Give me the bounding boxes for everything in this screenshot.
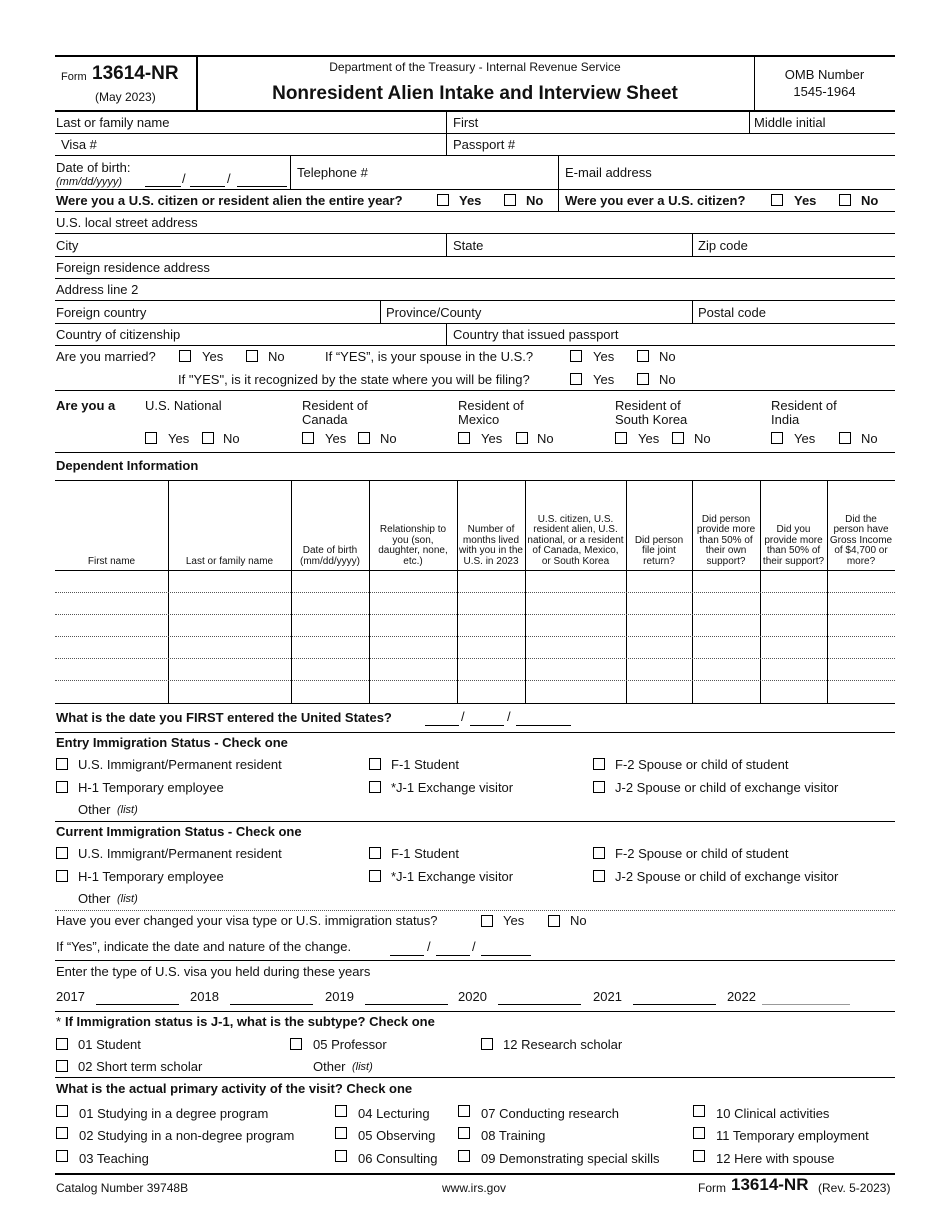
- entry-slash-1: /: [461, 709, 465, 724]
- dependent-cell-relationship[interactable]: [370, 681, 456, 702]
- activity-8-checkbox[interactable]: [458, 1127, 470, 1139]
- visa-year-0-label: 2017: [56, 989, 85, 1004]
- activity-5-label: 05 Observing: [358, 1128, 436, 1143]
- dependent-cell-gross-income[interactable]: [828, 659, 894, 679]
- dependent-col-header-2: Date of birth (mm/dd/yyyy): [300, 545, 360, 567]
- visa-year-2-label: 2019: [325, 989, 354, 1004]
- yes-label: Yes: [481, 431, 503, 446]
- last-name-label: Last or family name: [56, 115, 170, 130]
- entry-status-f2-spouse-child-label: F-2 Spouse or child of student: [615, 757, 789, 772]
- no-label: No: [861, 193, 879, 208]
- yes-label: Yes: [503, 913, 525, 928]
- current-status-f1-student-label: F-1 Student: [391, 846, 459, 861]
- j1-asterisk: *: [56, 1014, 62, 1029]
- dependent-cell-months[interactable]: [458, 571, 524, 591]
- dependent-cell-gross-income[interactable]: [828, 637, 894, 657]
- activity-5-checkbox[interactable]: [335, 1127, 347, 1139]
- activity-4-label: 04 Lecturing: [358, 1106, 430, 1121]
- dependent-cell-citizenship[interactable]: [526, 681, 625, 702]
- dependent-cell-last-name[interactable]: [169, 659, 290, 679]
- entry-status-other-label: Other: [78, 802, 111, 817]
- current-status-j2-spouse-child-checkbox[interactable]: [593, 870, 605, 882]
- change-slash-2: /: [472, 939, 476, 954]
- dependent-cell-dob[interactable]: [292, 637, 368, 657]
- visa-year-4-line[interactable]: [633, 1004, 716, 1005]
- current-status-f1-student-checkbox[interactable]: [369, 847, 381, 859]
- dob-slash-1: /: [182, 171, 186, 186]
- foreign-address-label: Foreign residence address: [56, 260, 210, 275]
- are-you-option-2-label: Resident of: [458, 398, 524, 413]
- are-you-option-3-no-checkbox[interactable]: [672, 432, 684, 444]
- change-month-line[interactable]: [390, 955, 424, 956]
- yes-label: Yes: [168, 431, 190, 446]
- dependent-cell-dob[interactable]: [292, 681, 368, 702]
- visa-year-3-line[interactable]: [498, 1004, 581, 1005]
- activity-7-checkbox[interactable]: [458, 1105, 470, 1117]
- visa-year-5-line[interactable]: [762, 1004, 850, 1005]
- change-date-question: If “Yes”, indicate the date and nature of the change.: [56, 939, 352, 954]
- changed-status-question: Have you ever changed your visa type or U.S. immigration status?: [56, 913, 438, 928]
- no-label: No: [694, 431, 711, 446]
- dob-month-line[interactable]: [145, 186, 181, 187]
- dependent-cell-joint-return[interactable]: [627, 593, 691, 613]
- irs-url[interactable]: www.irs.gov: [442, 1181, 507, 1195]
- dependent-cell-gross-income[interactable]: [828, 571, 894, 591]
- activity-9-label: 09 Demonstrating special skills: [481, 1151, 660, 1166]
- dob-day-line[interactable]: [190, 186, 225, 187]
- country-passport-label: Country that issued passport: [453, 327, 619, 342]
- dependent-cell-own-support[interactable]: [693, 593, 759, 613]
- ever-citizen-no-checkbox[interactable]: [839, 194, 851, 206]
- activity-3-checkbox[interactable]: [56, 1150, 68, 1162]
- activity-11-label: 11 Temporary employment: [716, 1128, 869, 1143]
- j1-short-term-scholar-checkbox[interactable]: [56, 1060, 68, 1072]
- change-day-line[interactable]: [436, 955, 470, 956]
- entry-status-j2-spouse-child-label: J-2 Spouse or child of exchange visitor: [615, 780, 839, 795]
- j1-subtype-title: If Immigration status is J-1, what is the subtype? Check one: [65, 1014, 435, 1029]
- are-you-option-4-no-checkbox[interactable]: [839, 432, 851, 444]
- yes-label: Yes: [794, 431, 816, 446]
- dependent-cell-own-support[interactable]: [693, 615, 759, 635]
- no-label: No: [537, 431, 554, 446]
- entry-status-f1-student-label: F-1 Student: [391, 757, 459, 772]
- yes-label: Yes: [325, 431, 347, 446]
- no-label: No: [380, 431, 397, 446]
- activity-8-label: 08 Training: [481, 1128, 546, 1143]
- entry-status-f1-student-checkbox[interactable]: [369, 758, 381, 770]
- yes-label: Yes: [638, 431, 660, 446]
- are-you-option-3-sublabel: South Korea: [615, 412, 688, 427]
- activity-9-checkbox[interactable]: [458, 1150, 470, 1162]
- dependent-col-header-4: Number of months lived with you in the U.S. in 2023: [459, 524, 523, 567]
- dependent-cell-your-support[interactable]: [761, 593, 826, 613]
- entry-month-line[interactable]: [425, 725, 459, 726]
- activity-12-label: 12 Here with spouse: [716, 1151, 835, 1166]
- dependent-cell-gross-income[interactable]: [828, 615, 894, 635]
- dependent-cell-dob[interactable]: [292, 593, 368, 613]
- ever-citizen-yes-checkbox[interactable]: [771, 194, 783, 206]
- visa-year-0-line[interactable]: [96, 1004, 179, 1005]
- visa-year-1-label: 2018: [190, 989, 219, 1004]
- footer-form-label: Form: [698, 1181, 726, 1195]
- are-you-option-3-label: Resident of: [615, 398, 681, 413]
- dependent-col-header-6: Did person file joint return?: [634, 534, 684, 567]
- dependent-cell-gross-income[interactable]: [828, 681, 894, 702]
- no-label: No: [570, 913, 587, 928]
- married-no-checkbox[interactable]: [246, 350, 258, 362]
- visa-year-5-label: 2022: [727, 989, 756, 1004]
- visa-year-3-label: 2020: [458, 989, 487, 1004]
- dependent-cell-last-name[interactable]: [169, 637, 290, 657]
- are-you-a-label: Are you a: [56, 398, 116, 413]
- married-question: Are you married?: [56, 349, 156, 364]
- j1-short-term-scholar-label: 02 Short term scholar: [78, 1059, 203, 1074]
- dependent-cell-dob[interactable]: [292, 571, 368, 591]
- dependent-cell-joint-return[interactable]: [627, 615, 691, 635]
- current-status-f2-spouse-child-label: F-2 Spouse or child of student: [615, 846, 789, 861]
- entry-year-line[interactable]: [516, 725, 571, 726]
- current-status-h1-employee-checkbox[interactable]: [56, 870, 68, 882]
- dependent-cell-own-support[interactable]: [693, 571, 759, 591]
- are-you-option-1-no-checkbox[interactable]: [358, 432, 370, 444]
- recognized-question: If "YES", is it recognized by the state where you will be filing?: [178, 372, 530, 387]
- entry-day-line[interactable]: [470, 725, 504, 726]
- dependent-info-title: Dependent Information: [56, 458, 199, 473]
- dependent-cell-first-name[interactable]: [56, 571, 167, 591]
- city-label: City: [56, 238, 79, 253]
- spouse-in-us-question: If “YES”, is your spouse in the U.S.?: [325, 349, 534, 364]
- entry-status-h1-employee-checkbox[interactable]: [56, 781, 68, 793]
- dob-label: Date of birth:: [56, 160, 131, 175]
- activity-12-checkbox[interactable]: [693, 1150, 705, 1162]
- dependent-cell-months[interactable]: [458, 637, 524, 657]
- changed-yes-checkbox[interactable]: [481, 915, 493, 927]
- first-entered-question: What is the date you FIRST entered the United States?: [56, 710, 392, 725]
- are-you-option-2-no-checkbox[interactable]: [516, 432, 528, 444]
- are-you-option-2-yes-checkbox[interactable]: [458, 432, 470, 444]
- no-label: No: [861, 431, 878, 446]
- dependent-col-header-3: Relationship to you (son, daughter, none, etc.): [378, 524, 448, 567]
- activity-6-label: 06 Consulting: [358, 1151, 438, 1166]
- no-label: No: [223, 431, 240, 446]
- dependent-cell-last-name[interactable]: [169, 615, 290, 635]
- dependent-cell-dob[interactable]: [292, 659, 368, 679]
- are-you-option-3-yes-checkbox[interactable]: [615, 432, 627, 444]
- passport-label: Passport #: [453, 137, 516, 152]
- yes-label: Yes: [593, 349, 615, 364]
- activity-7-label: 07 Conducting research: [481, 1106, 620, 1121]
- dependent-cell-first-name[interactable]: [56, 659, 167, 679]
- dependent-cell-months[interactable]: [458, 593, 524, 613]
- are-you-option-4-yes-checkbox[interactable]: [771, 432, 783, 444]
- recognized-yes-checkbox[interactable]: [570, 373, 582, 385]
- entry-status-j2-spouse-child-checkbox[interactable]: [593, 781, 605, 793]
- no-label: No: [659, 349, 676, 364]
- recognized-no-checkbox[interactable]: [637, 373, 649, 385]
- dependent-cell-citizenship[interactable]: [526, 593, 625, 613]
- omb-number: 1545-1964: [793, 84, 856, 99]
- activity-3-label: 03 Teaching: [79, 1151, 149, 1166]
- dependent-cell-your-support[interactable]: [761, 571, 826, 591]
- j1-research-scholar-checkbox[interactable]: [481, 1038, 493, 1050]
- yes-label: Yes: [593, 372, 615, 387]
- current-status-j1-exchange-visitor-checkbox[interactable]: [369, 870, 381, 882]
- dependent-cell-citizenship[interactable]: [526, 571, 625, 591]
- first-name-label: First: [453, 115, 479, 130]
- dependent-col-header-7: Did person provide more than 50% of their own support?: [696, 513, 756, 567]
- current-status-h1-employee-label: H-1 Temporary employee: [78, 869, 224, 884]
- j1-professor-checkbox[interactable]: [290, 1038, 302, 1050]
- entry-status-f2-spouse-child-checkbox[interactable]: [593, 758, 605, 770]
- activity-10-label: 10 Clinical activities: [716, 1106, 830, 1121]
- no-label: No: [659, 372, 676, 387]
- activity-6-checkbox[interactable]: [335, 1150, 347, 1162]
- form-number: 13614-NR: [92, 63, 179, 84]
- j1-other-list: (list): [352, 1061, 373, 1073]
- form-label: Form: [61, 71, 87, 83]
- dependent-bottom-rule: [55, 703, 895, 704]
- form-title: Nonresident Alien Intake and Interview Sheet: [272, 83, 678, 104]
- are-you-option-2-sublabel: Mexico: [458, 412, 500, 427]
- are-you-option-1-sublabel: Canada: [302, 412, 348, 427]
- visa-year-1-line[interactable]: [230, 1004, 313, 1005]
- j1-student-checkbox[interactable]: [56, 1038, 68, 1050]
- current-status-j2-spouse-child-label: J-2 Spouse or child of exchange visitor: [615, 869, 839, 884]
- dependent-col-header-0: First name: [87, 555, 136, 567]
- dependent-cell-joint-return[interactable]: [627, 659, 691, 679]
- entry-status-permanent-resident-checkbox[interactable]: [56, 758, 68, 770]
- citizen-entire-year-yes-checkbox[interactable]: [437, 194, 449, 206]
- ever-citizen-question: Were you ever a U.S. citizen?: [565, 193, 746, 208]
- catalog-number: Catalog Number 39748B: [56, 1181, 189, 1195]
- changed-no-checkbox[interactable]: [548, 915, 560, 927]
- current-status-permanent-resident-checkbox[interactable]: [56, 847, 68, 859]
- activity-4-checkbox[interactable]: [335, 1105, 347, 1117]
- j1-professor-label: 05 Professor: [313, 1037, 387, 1052]
- form-date: (May 2023): [95, 90, 156, 104]
- no-label: No: [526, 193, 544, 208]
- dependent-cell-relationship[interactable]: [370, 593, 456, 613]
- dependent-cell-gross-income[interactable]: [828, 593, 894, 613]
- citizen-entire-year-question: Were you a U.S. citizen or resident alien the entire year?: [56, 193, 403, 208]
- married-yes-checkbox[interactable]: [179, 350, 191, 362]
- current-status-f2-spouse-child-checkbox[interactable]: [593, 847, 605, 859]
- postal-code-label: Postal code: [698, 305, 766, 320]
- telephone-label: Telephone #: [297, 165, 368, 180]
- dependent-cell-last-name[interactable]: [169, 593, 290, 613]
- dependent-cell-first-name[interactable]: [56, 593, 167, 613]
- entry-status-other-list: (list): [117, 804, 138, 816]
- dependent-cell-relationship[interactable]: [370, 615, 456, 635]
- no-label: No: [268, 349, 285, 364]
- change-slash-1: /: [427, 939, 431, 954]
- activity-11-checkbox[interactable]: [693, 1127, 705, 1139]
- footer-form-number: 13614-NR: [731, 1175, 809, 1194]
- dependent-cell-first-name[interactable]: [56, 615, 167, 635]
- dependent-col-header-8: Did you provide more than 50% of their support?: [762, 524, 825, 567]
- email-label: E-mail address: [565, 165, 652, 180]
- entry-slash-2: /: [507, 709, 511, 724]
- change-year-line[interactable]: [481, 955, 531, 956]
- dependent-cell-first-name[interactable]: [56, 681, 167, 702]
- are-you-option-0-yes-checkbox[interactable]: [145, 432, 157, 444]
- dependent-col-header-1: Last or family name: [185, 555, 274, 567]
- dependent-col-header-5: U.S. citizen, U.S. resident alien, U.S. national, or a resident of Canada, Mexico, or South Korea: [527, 513, 624, 567]
- country-citizenship-label: Country of citizenship: [56, 327, 181, 342]
- are-you-option-4-sublabel: India: [771, 412, 800, 427]
- dependent-cell-own-support[interactable]: [693, 681, 759, 702]
- yes-label: Yes: [459, 193, 482, 208]
- visa-year-4-label: 2021: [593, 989, 622, 1004]
- province-label: Province/County: [386, 305, 482, 320]
- activity-2-checkbox[interactable]: [56, 1127, 68, 1139]
- visa-year-2-line[interactable]: [365, 1004, 448, 1005]
- dependent-cell-last-name[interactable]: [169, 571, 290, 591]
- spouse-in-us-no-checkbox[interactable]: [637, 350, 649, 362]
- yes-label: Yes: [202, 349, 224, 364]
- entry-status-j1-exchange-visitor-checkbox[interactable]: [369, 781, 381, 793]
- zip-label: Zip code: [698, 238, 748, 253]
- are-you-option-0-no-checkbox[interactable]: [202, 432, 214, 444]
- visa-years-question: Enter the type of U.S. visa you held during these years: [56, 964, 371, 979]
- dependent-cell-dob[interactable]: [292, 615, 368, 635]
- dependent-cell-months[interactable]: [458, 681, 524, 702]
- middle-initial-label: Middle initial: [754, 115, 826, 130]
- dependent-cell-last-name[interactable]: [169, 681, 290, 702]
- current-status-title: Current Immigration Status - Check one: [56, 824, 302, 839]
- foreign-country-label: Foreign country: [56, 305, 147, 320]
- dependent-cell-relationship[interactable]: [370, 571, 456, 591]
- agency-name: Department of the Treasury - Internal Revenue Service: [329, 60, 621, 74]
- dependent-cell-joint-return[interactable]: [627, 571, 691, 591]
- j1-student-label: 01 Student: [78, 1037, 141, 1052]
- are-you-option-4-label: Resident of: [771, 398, 837, 413]
- dependent-cell-relationship[interactable]: [370, 659, 456, 679]
- omb-label: OMB Number: [784, 67, 865, 82]
- footer-revision: (Rev. 5-2023): [818, 1181, 891, 1195]
- dependent-cell-citizenship[interactable]: [526, 615, 625, 635]
- dependent-cell-own-support[interactable]: [693, 637, 759, 657]
- are-you-option-1-yes-checkbox[interactable]: [302, 432, 314, 444]
- dependent-cell-joint-return[interactable]: [627, 681, 691, 702]
- are-you-option-0-label: U.S. National: [145, 398, 222, 413]
- current-status-permanent-resident-label: U.S. Immigrant/Permanent resident: [78, 846, 282, 861]
- dob-format: (mm/dd/yyyy): [56, 176, 122, 188]
- dependent-cell-months[interactable]: [458, 615, 524, 635]
- dob-year-line[interactable]: [237, 186, 287, 187]
- yes-label: Yes: [794, 193, 817, 208]
- dependent-cell-your-support[interactable]: [761, 637, 826, 657]
- entry-status-h1-employee-label: H-1 Temporary employee: [78, 780, 224, 795]
- entry-status-title: Entry Immigration Status - Check one: [56, 735, 288, 750]
- dependent-cell-your-support[interactable]: [761, 681, 826, 702]
- dependent-cell-citizenship[interactable]: [526, 659, 625, 679]
- state-label: State: [453, 238, 484, 253]
- citizen-entire-year-no-checkbox[interactable]: [504, 194, 516, 206]
- activity-2-label: 02 Studying in a non-degree program: [79, 1128, 295, 1143]
- visa-label: Visa #: [61, 137, 97, 152]
- address-line-2-label: Address line 2: [56, 282, 139, 297]
- dob-slash-2: /: [227, 171, 231, 186]
- activity-10-checkbox[interactable]: [693, 1105, 705, 1117]
- dependent-cell-joint-return[interactable]: [627, 637, 691, 657]
- street-label: U.S. local street address: [56, 215, 198, 230]
- dependent-cell-your-support[interactable]: [761, 615, 826, 635]
- dependent-cell-citizenship[interactable]: [526, 637, 625, 657]
- activity-1-label: 01 Studying in a degree program: [79, 1106, 269, 1121]
- activity-1-checkbox[interactable]: [56, 1105, 68, 1117]
- are-you-option-1-label: Resident of: [302, 398, 368, 413]
- entry-status-j1-exchange-visitor-label: *J-1 Exchange visitor: [391, 780, 514, 795]
- dependent-cell-your-support[interactable]: [761, 659, 826, 679]
- activity-title: What is the actual primary activity of the visit? Check one: [56, 1081, 413, 1096]
- dependent-col-header-9: Did the person have Gross Income of $4,700 or more?: [829, 513, 893, 567]
- dependent-cell-relationship[interactable]: [370, 637, 456, 657]
- entry-status-permanent-resident-label: U.S. Immigrant/Permanent resident: [78, 757, 282, 772]
- dependent-cell-first-name[interactable]: [56, 637, 167, 657]
- current-status-j1-exchange-visitor-label: *J-1 Exchange visitor: [391, 869, 514, 884]
- dependent-cell-own-support[interactable]: [693, 659, 759, 679]
- dependent-cell-months[interactable]: [458, 659, 524, 679]
- spouse-in-us-yes-checkbox[interactable]: [570, 350, 582, 362]
- j1-research-scholar-label: 12 Research scholar: [503, 1037, 623, 1052]
- j1-other-label: Other: [313, 1059, 346, 1074]
- current-status-other-list: (list): [117, 893, 138, 905]
- current-status-other-label: Other: [78, 891, 111, 906]
